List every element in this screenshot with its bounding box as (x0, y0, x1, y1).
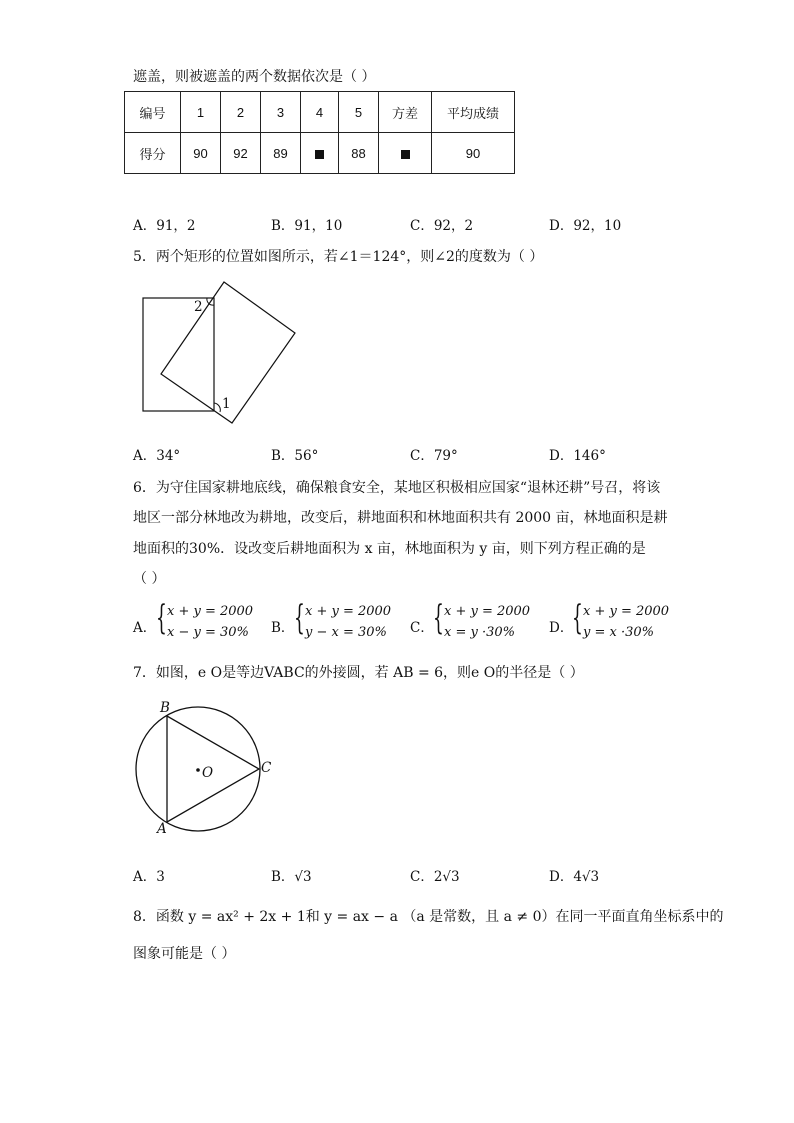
q5-stem: 5．两个矩形的位置如图所示，若∠1＝124°，则∠2的度数为（ ） (133, 249, 544, 265)
brace-icon: { (433, 598, 444, 638)
q6-a-eq2: x − y = 30% (167, 625, 249, 640)
q6-c-eq2: x = y ·30% (444, 625, 515, 640)
q6-choice-c[interactable]: C． (410, 620, 434, 636)
header-cell: 方差 (379, 92, 432, 133)
q7-stem: 7．如图，e O是等边VABC的外接圆，若 AB = 6，则e O的半径是（ ） (133, 665, 584, 681)
brace-icon: { (294, 598, 305, 638)
q6-choice-d[interactable]: D． (549, 620, 574, 636)
brace-icon: { (156, 598, 167, 638)
header-cell: 编号 (125, 92, 181, 133)
center-o-label: O (202, 765, 214, 781)
q6-c-eq1: x + y = 2000 (444, 604, 531, 619)
center-point-o (196, 768, 200, 772)
q4-choice-d[interactable]: D．92，10 (549, 218, 622, 234)
q6-choice-a[interactable]: A． (133, 620, 157, 636)
q6-line-1: 6．为守住国家耕地底线，确保粮食安全，某地区积极相应国家“退林还耕”号召，将该 (133, 480, 661, 496)
q6-line-2: 地区一部分林地改为耕地，改变后，耕地面积和林地面积共有 2000 亩，林地面积是耕 (133, 510, 668, 526)
score-cell: 88 (339, 133, 379, 174)
score-cell: 90 (432, 133, 515, 174)
q7-choice-c[interactable]: C．2√3 (410, 869, 460, 885)
header-cell: 2 (221, 92, 261, 133)
q7-choice-a[interactable]: A．3 (133, 869, 165, 885)
vertex-c-label: C (261, 760, 272, 776)
q5-choice-b[interactable]: B．56° (271, 448, 319, 464)
angle-1-label: 1 (222, 396, 231, 412)
q5-choice-d[interactable]: D．146° (549, 448, 606, 464)
score-cell: 92 (221, 133, 261, 174)
header-cell: 4 (301, 92, 339, 133)
q7-choice-d[interactable]: D．4√3 (549, 869, 600, 885)
q6-choice-b[interactable]: B． (271, 620, 295, 636)
score-cell: 90 (181, 133, 221, 174)
q8-line-2: 图象可能是（ ） (133, 946, 236, 962)
q4-intro: 遮盖，则被遮盖的两个数据依次是（ ） (133, 69, 376, 85)
q6-d-eq2: y = x ·30% (583, 625, 654, 640)
score-cell: 89 (261, 133, 301, 174)
header-cell: 3 (261, 92, 301, 133)
header-cell: 5 (339, 92, 379, 133)
vertex-a-label: A (157, 821, 167, 837)
q6-line-4: （ ） (133, 571, 166, 587)
q6-line-3: 地面积的30%．设改变后耕地面积为 x 亩，林地面积为 y 亩，则下列方程正确的是 (133, 541, 646, 557)
header-cell: 平均成绩 (432, 92, 515, 133)
q6-d-eq1: x + y = 2000 (583, 604, 670, 619)
q5-choice-a[interactable]: A．34° (133, 448, 181, 464)
q4-choice-c[interactable]: C．92，2 (410, 218, 474, 234)
q4-choice-a[interactable]: A．91，2 (133, 218, 196, 234)
brace-icon: { (572, 598, 583, 638)
header-cell: 1 (181, 92, 221, 133)
vertex-b-label: B (160, 700, 170, 716)
q5-choice-c[interactable]: C．79° (410, 448, 458, 464)
q4-choice-b[interactable]: B．91，10 (271, 218, 343, 234)
q6-a-eq1: x + y = 2000 (167, 604, 254, 619)
q6-b-eq1: x + y = 2000 (305, 604, 392, 619)
angle-2-label: 2 (194, 299, 203, 315)
q8-line-1: 8．函数 y = ax² + 2x + 1和 y = ax − a （a 是常数，且 a ≠ 0）在同一平面直角坐标系中的 (133, 909, 724, 925)
row-label-cell: 得分 (125, 133, 181, 174)
q6-b-eq2: y − x = 30% (305, 625, 387, 640)
q7-choice-b[interactable]: B．√3 (271, 869, 312, 885)
